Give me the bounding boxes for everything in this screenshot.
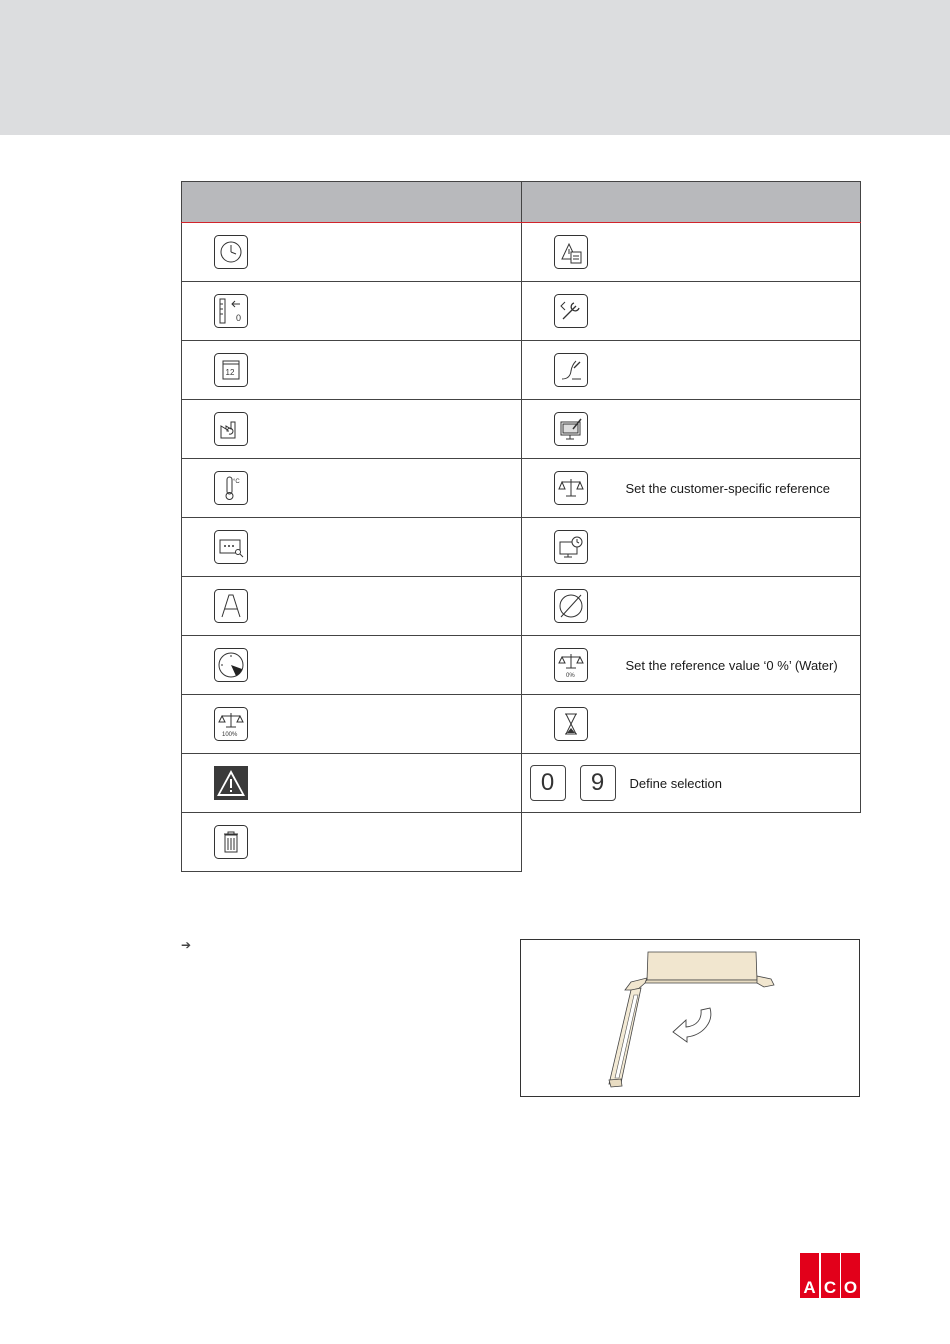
factory-reset-icon	[214, 412, 248, 446]
service-wrench-icon	[554, 294, 588, 328]
table-row	[182, 518, 861, 577]
table-row	[182, 223, 861, 282]
row-description: Set the customer-specific reference	[625, 480, 830, 496]
icon-table	[181, 181, 861, 872]
aco-logo	[800, 1253, 860, 1298]
display-clock-icon	[554, 530, 588, 564]
row-description: Set the reference value ‘0 %’ (Water)	[625, 657, 838, 673]
calibration-curve-icon	[554, 353, 588, 387]
gauge-icon	[214, 648, 248, 682]
table-row	[182, 636, 861, 695]
table-row	[182, 754, 861, 813]
cover-opening-illustration	[521, 940, 859, 1096]
balance-hundred-percent-icon	[214, 707, 248, 741]
digit-selector	[530, 765, 616, 801]
warning-document-icon	[554, 235, 588, 269]
table-row	[182, 577, 861, 636]
digit-max-box: 9	[580, 765, 616, 801]
digit-min-box: 0	[530, 765, 566, 801]
arrow-bullet: ➔	[181, 938, 192, 952]
svg-text:100%: 100%	[222, 732, 238, 738]
diameter-icon	[554, 589, 588, 623]
balance-zero-percent-icon	[554, 648, 588, 682]
table-header-left	[182, 182, 522, 223]
logo-block: O	[841, 1253, 860, 1298]
clock-icon	[214, 235, 248, 269]
calendar-icon	[214, 353, 248, 387]
svg-text:°C: °C	[233, 479, 240, 485]
table-row	[182, 813, 861, 872]
hourglass-icon	[554, 707, 588, 741]
table-row	[182, 695, 861, 754]
table-header-right	[521, 182, 861, 223]
display-search-icon	[214, 530, 248, 564]
table-row	[182, 341, 861, 400]
svg-text:0%: 0%	[565, 673, 575, 679]
logo-block: A	[800, 1253, 819, 1298]
display-settings-icon	[554, 412, 588, 446]
table-row	[182, 282, 861, 341]
header-band	[0, 0, 950, 135]
svg-text:0: 0	[236, 313, 242, 323]
table-row	[182, 459, 861, 518]
logo-block: C	[821, 1253, 840, 1298]
table-row	[182, 400, 861, 459]
svg-text:12: 12	[225, 368, 235, 377]
warning-triangle-icon	[214, 766, 248, 800]
device-illustration	[520, 939, 860, 1097]
empty-cell	[521, 813, 861, 872]
balance-icon	[554, 471, 588, 505]
trash-icon	[214, 825, 248, 859]
thermometer-icon	[214, 471, 248, 505]
letter-a-icon	[214, 589, 248, 623]
level-zero-icon	[214, 294, 248, 328]
row-description: Define selection	[629, 775, 722, 791]
